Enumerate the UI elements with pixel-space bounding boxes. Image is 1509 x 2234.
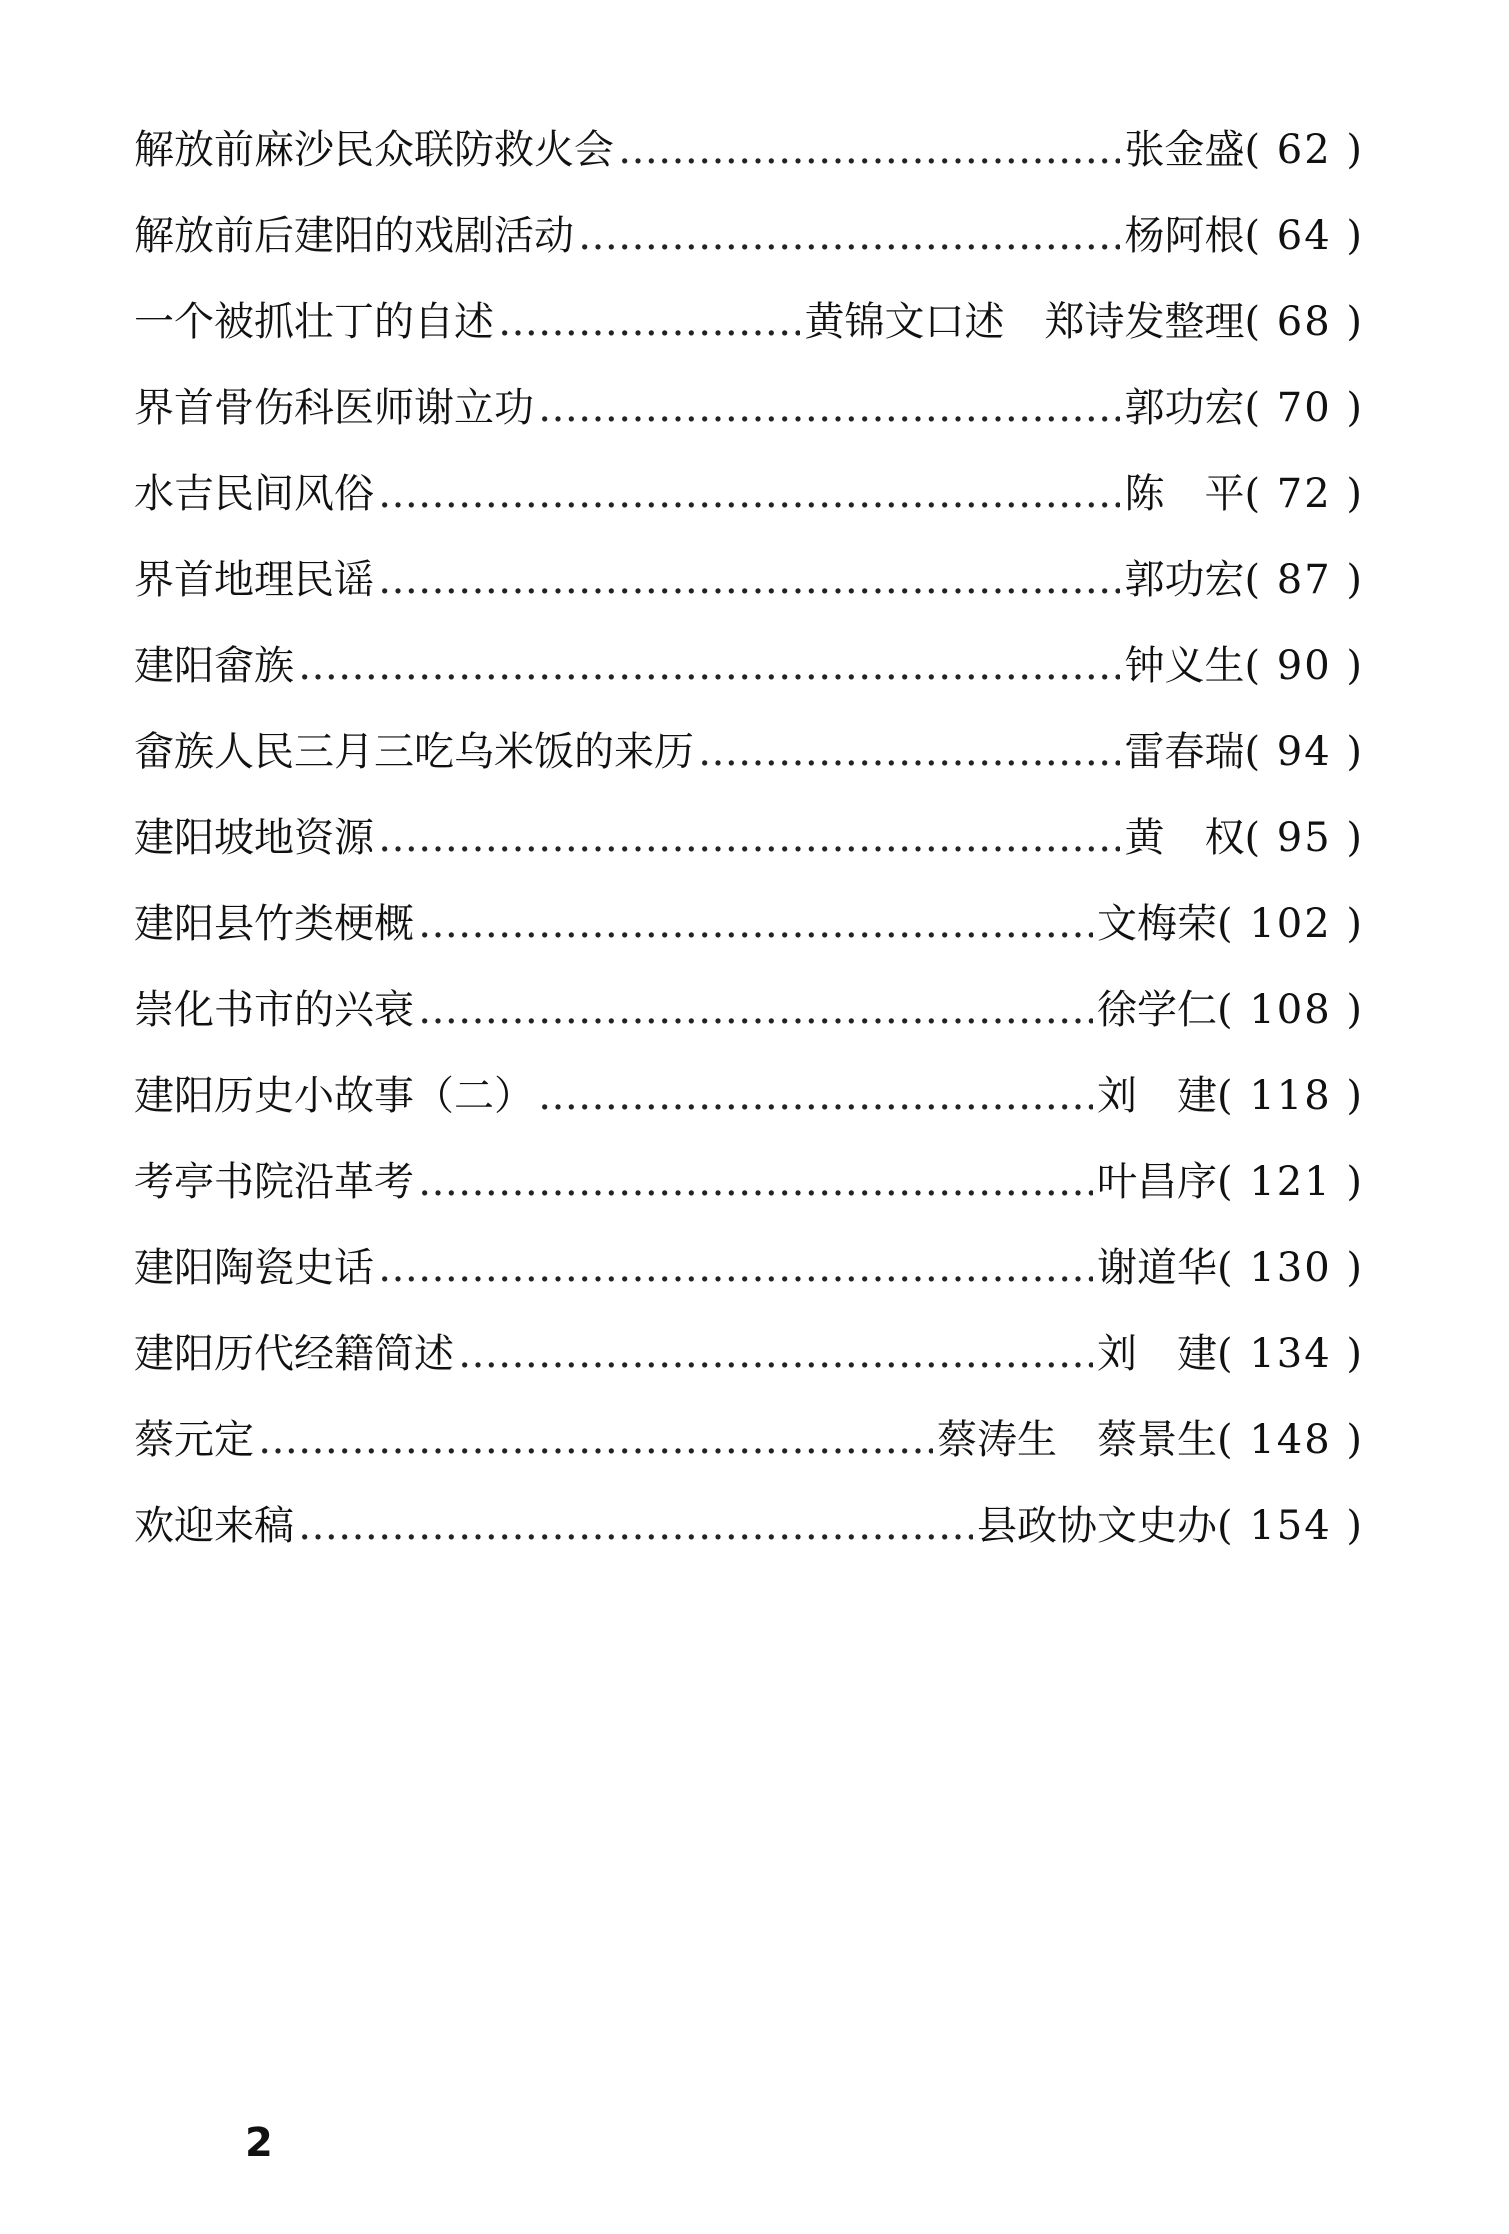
dot-leader [618,126,1120,174]
toc-entry [134,1034,1364,1120]
dot-leader [418,1158,1093,1206]
entry-page: ( 87 ) [1244,557,1364,603]
dot-leader [498,298,800,346]
entry-title: 解放前后建阳的戏剧活动 [134,213,574,259]
dot-leader [378,814,1120,862]
entry-author: 雷春瑞 [1124,729,1245,775]
entry-title: 建阳畲族 [134,643,294,689]
entry-page: ( 148 ) [1217,1417,1364,1463]
entry-page: ( 90 ) [1244,643,1364,689]
entry-title: 建阳历史小故事（二） [134,1073,534,1119]
entry-page: ( 70 ) [1244,385,1364,431]
toc-entry [134,690,1364,776]
entry-author: 蔡涛生 蔡景生 [937,1417,1217,1463]
dot-leader [578,212,1120,260]
entry-title: 畲族人民三月三吃乌米饭的来历 [134,729,694,775]
entry-page: ( 64 ) [1244,213,1364,259]
dot-leader [698,728,1120,776]
toc-entry [134,260,1364,346]
entry-author: 徐学仁 [1097,987,1217,1033]
toc-entry [134,604,1364,690]
toc-entry [134,1206,1364,1292]
dot-leader [538,1072,1093,1120]
dot-leader [458,1330,1093,1378]
dot-leader [418,900,1093,948]
dot-leader [378,556,1120,604]
entry-page: ( 72 ) [1244,471,1364,517]
entry-author: 黄锦文口述 郑诗发整理 [804,299,1245,345]
entry-title: 水吉民间风俗 [134,471,374,517]
entry-title: 建阳历代经籍简述 [134,1331,454,1377]
toc-entry [134,948,1364,1034]
entry-author: 刘 建 [1097,1331,1217,1377]
entry-page: ( 121 ) [1217,1159,1364,1205]
toc-entry [134,862,1364,948]
entry-title: 崇化书市的兴衰 [134,987,414,1033]
entry-title: 建阳坡地资源 [134,815,374,861]
entry-page: ( 62 ) [1244,127,1364,173]
entry-author: 县政协文史办 [977,1503,1217,1549]
dot-leader [538,384,1120,432]
entry-author: 张金盛 [1124,127,1245,173]
entry-title: 建阳陶瓷史话 [134,1245,374,1291]
toc-entry [134,1464,1364,1550]
table-of-contents [134,88,1364,1550]
entry-author: 钟义生 [1124,643,1245,689]
entry-title: 建阳县竹类梗概 [134,901,414,947]
toc-entry [134,1120,1364,1206]
entry-page: ( 95 ) [1244,815,1364,861]
entry-page: ( 108 ) [1217,987,1364,1033]
entry-author: 叶昌序 [1097,1159,1217,1205]
toc-entry [134,518,1364,604]
toc-entry [134,346,1364,432]
entry-author: 文梅荣 [1097,901,1217,947]
entry-title: 一个被抓壮丁的自述 [134,299,494,345]
toc-entry [134,776,1364,862]
entry-author: 黄 权 [1124,815,1245,861]
dot-leader [258,1416,933,1464]
toc-entry [134,88,1364,174]
dot-leader [298,642,1120,690]
dot-leader [298,1502,973,1550]
toc-entry [134,174,1364,260]
entry-page: ( 102 ) [1217,901,1364,947]
dot-leader [418,986,1093,1034]
entry-page: ( 154 ) [1217,1503,1364,1549]
page-number: 2 [245,2120,273,2166]
entry-author: 谢道华 [1097,1245,1217,1291]
entry-page: ( 134 ) [1217,1331,1364,1377]
entry-title: 解放前麻沙民众联防救火会 [134,127,614,173]
entry-page: ( 94 ) [1244,729,1364,775]
entry-title: 考亭书院沿革考 [134,1159,414,1205]
entry-author: 郭功宏 [1124,385,1245,431]
entry-author: 陈 平 [1124,471,1245,517]
toc-entry [134,1292,1364,1378]
entry-author: 杨阿根 [1124,213,1245,259]
toc-entry [134,1378,1364,1464]
entry-author: 刘 建 [1097,1073,1217,1119]
dot-leader [378,470,1120,518]
toc-entry [134,432,1364,518]
entry-page: ( 118 ) [1217,1073,1364,1119]
entry-title: 界首地理民谣 [134,557,374,603]
dot-leader [378,1244,1093,1292]
entry-title: 欢迎来稿 [134,1503,294,1549]
entry-title: 界首骨伤科医师谢立功 [134,385,534,431]
entry-title: 蔡元定 [134,1417,254,1463]
entry-page: ( 130 ) [1217,1245,1364,1291]
entry-author: 郭功宏 [1124,557,1245,603]
entry-page: ( 68 ) [1244,299,1364,345]
